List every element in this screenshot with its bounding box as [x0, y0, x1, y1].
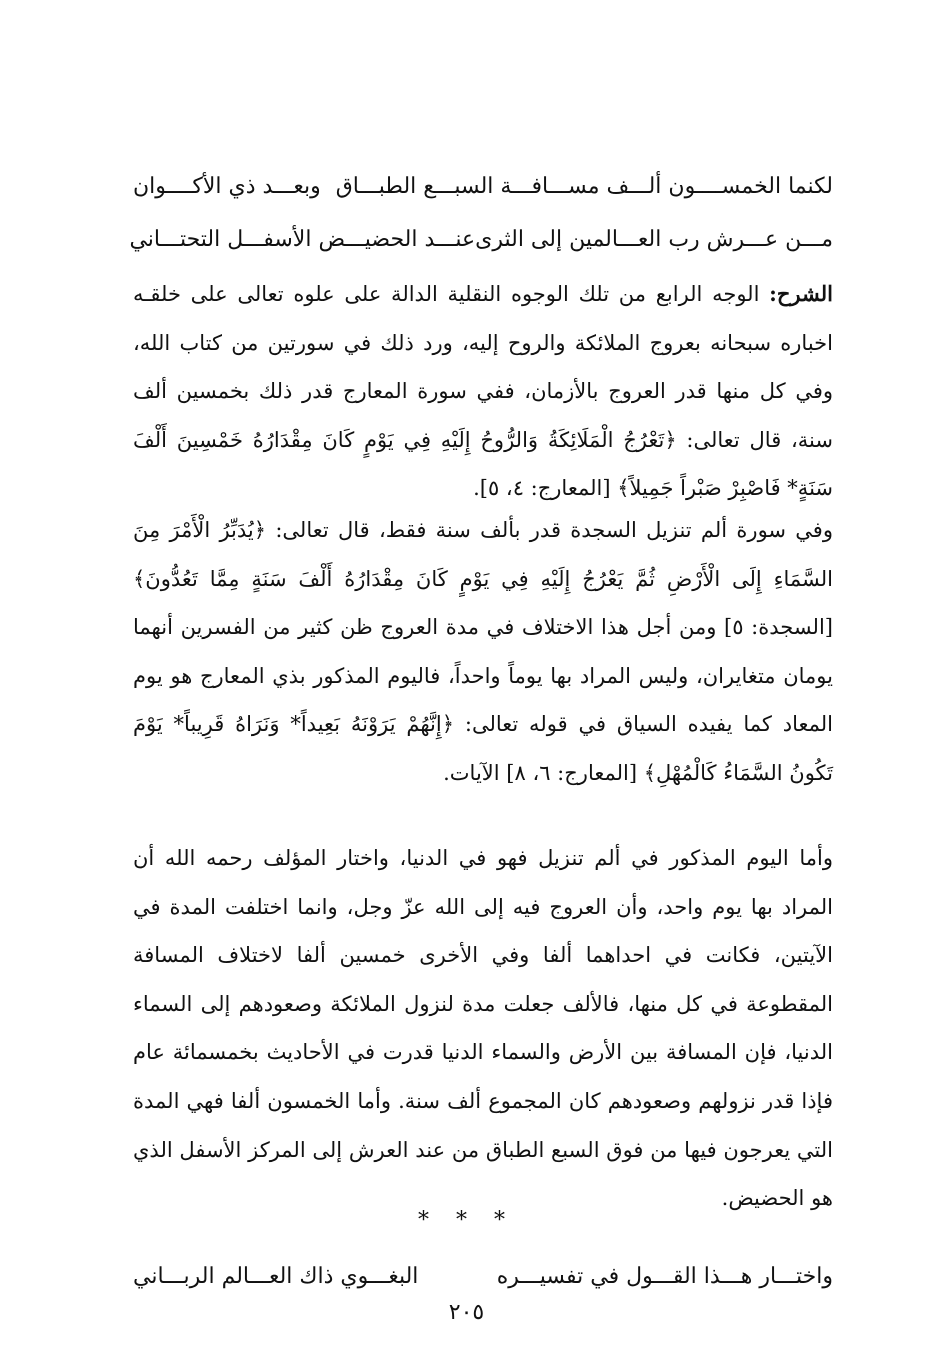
- commentary-paragraph-2: [133, 506, 833, 798]
- commentary-label: الشرح:: [769, 281, 833, 306]
- verse-1-second-hemistich: وبعـــد ذي الأكــــوان: [133, 174, 321, 199]
- verse-3-second-hemistich: البغـــوي ذاك العـــالم الربـــاني: [133, 1264, 419, 1289]
- poem-verse-3: [133, 1262, 833, 1292]
- poem-verse-2: [129, 225, 833, 255]
- verse-2-second-hemistich: عنـــد الحضيـــض الأسفـــل التحتـــاني: [129, 227, 476, 252]
- verse-3-first-hemistich: واختـــار هـــذا القـــول في تفسيـــره: [496, 1264, 833, 1289]
- commentary-paragraph-1: [133, 270, 833, 513]
- page-number: ٢٠٥: [448, 1300, 485, 1325]
- commentary-text-3: وأما اليوم المذكور في ألم تنزيل فهو في الدنيا، واختار المؤلف رحمه الله أن المراد بها يوم واحد، وأن العروج فيه إلى الله عزّ وجل، وانما اختلفت المدة في الآيتين، فكانت في احداهما ألفا وفي الأخرى خمسين ألفا لاختلاف المسافة المقطوعة في كل منها، فالألف جعلت مدة لنزول الملائكة وصعودهم إلى السماء الدنيا، فإن المسافة بين الأرض والسماء الدنيا قدرت في الأحاديث بخمسمائة عام فإذا قدر نزولهم وصعودهم كان المجموع ألف سنة. وأما الخمسون ألفا فهي المدة التي يعرجون فيها من فوق السبع الطباق من عند العرش إلى المركز الأسفل الذي هو الحضيض.: [133, 846, 833, 1211]
- verse-1-first-hemistich: لكنما الخمســــون ألـــف مســـافـــة السبـــع الطبـــاق: [335, 174, 833, 199]
- commentary-text-2: وفي سورة ألم تنزيل السجدة قدر بألف سنة فقط، قال تعالى: ﴿يُدَبِّرُ الْأَمْرَ مِنَ السَّمَاءِ إِلَى الْأَرْضِ ثُمَّ يَعْرُجُ إِلَيْهِ فِي يَوْمٍ كَانَ مِقْدَارُهُ أَلْفَ سَنَةٍ مِمَّا تَعُدُّونَ﴾ [السجدة: ٥] ومن أجل هذا الاختلاف في مدة العروج ظن كثير من الفسرين أنهما يومان متغايران، وليس المراد بها يوماً واحداً، فاليوم المذكور بذي المعارج هو يوم المعاد كما يفيده السياق في قوله تعالى: ﴿إِنَّهُمْ يَرَوْنَهُ بَعِيداً* وَنَرَاهُ قَرِيباً* يَوْمَ تَكُونُ السَّمَاءُ كَالْمُهْلِ﴾ [المعارج: ٦، ٨] الآيات.: [133, 518, 833, 785]
- poem-verse-1: [133, 172, 833, 202]
- commentary-text-1: الوجه الرابع من تلك الوجوه النقلية الدالة على علوه تعالى على خلقـه اخباره سبحانه بعروج الملائكة والروح إليه، ورد ذلك في سورتين من كتاب الله، وفي كل منها قدر العروج بالأزمان، ففي سورة المعارج قدر ذلك بخمسين ألف سنة، قال تعالى: ﴿تَعْرُجُ الْمَلَائِكَةُ وَالرُّوحُ إِلَيْهِ فِي يَوْمٍ كَانَ مِقْدَارُهُ خَمْسِينَ أَلْفَ سَنَةٍ* فَاصْبِرْ صَبْراً جَمِيلاً﴾ [المعارج: ٤، ٥].: [133, 282, 833, 501]
- section-separator-stars: * * *: [418, 1208, 515, 1233]
- verse-2-first-hemistich: مـــن عـــرش رب العـــالمين إلى الثرى: [475, 227, 833, 252]
- commentary-paragraph-3: [133, 834, 833, 1223]
